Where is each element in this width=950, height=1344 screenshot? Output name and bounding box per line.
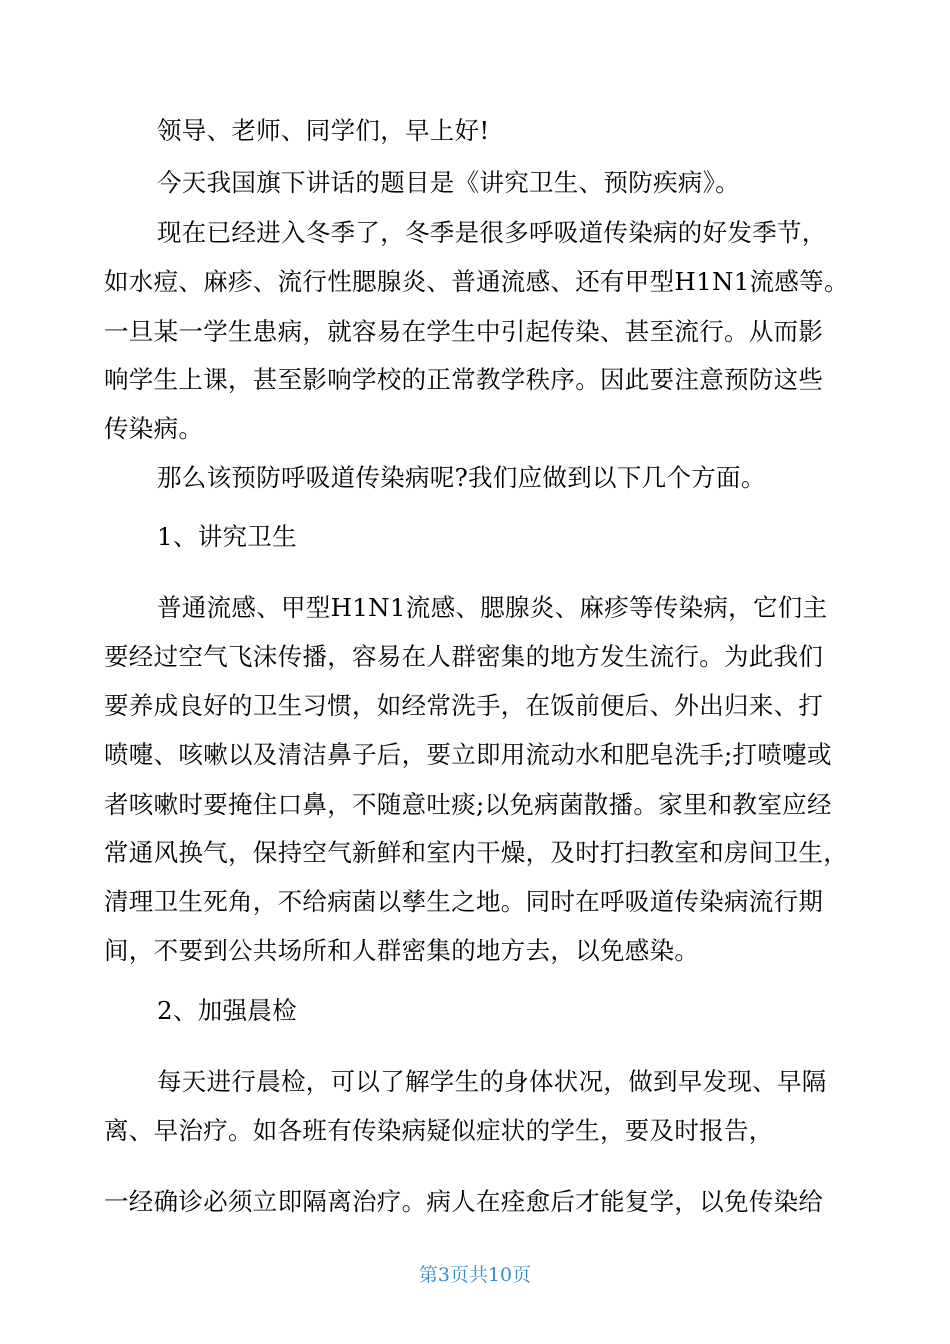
greeting-line: 领导、老师、同学们，早上好!	[157, 116, 490, 145]
paragraph-line: 那么该预防呼吸道传染病呢?我们应做到以下几个方面。	[157, 463, 766, 492]
paragraph-line: 普通流感、甲型H1N1流感、腮腺炎、麻疹等传染病，它们主	[157, 593, 828, 622]
paragraph-line: 清理卫生死角，不给病菌以孳生之地。同时在呼吸道传染病流行期	[104, 887, 824, 916]
paragraph-line: 传染病。	[104, 414, 204, 443]
page-number: 第3页共10页	[418, 1264, 532, 1286]
topic-line: 今天我国旗下讲话的题目是《讲究卫生、预防疾病》。	[157, 168, 740, 197]
paragraph-line: 一经确诊必须立即隔离治疗。病人在痊愈后才能复学，以免传染给	[104, 1187, 824, 1216]
paragraph-line: 者咳嗽时要掩住口鼻，不随意吐痰;以免病菌散播。家里和教室应经	[104, 790, 832, 819]
paragraph-line: 每天进行晨检，可以了解学生的身体状况，做到早发现、早隔	[157, 1067, 827, 1096]
paragraph-line: 要经过空气飞沫传播，容易在人群密集的地方发生流行。为此我们	[104, 642, 824, 671]
paragraph-line: 现在已经进入冬季了，冬季是很多呼吸道传染病的好发季节，	[157, 218, 827, 247]
paragraph-line: 如水痘、麻疹、流行性腮腺炎、普通流感、还有甲型H1N1流感等。	[104, 267, 849, 296]
paragraph-line: 喷嚏、咳嗽以及清洁鼻子后，要立即用流动水和肥皂洗手;打喷嚏或	[104, 740, 832, 769]
paragraph-line: 常通风换气，保持空气新鲜和室内干燥，及时打扫教室和房间卫生，	[104, 838, 848, 867]
paragraph-line: 响学生上课，甚至影响学校的正常教学秩序。因此要注意预防这些	[104, 365, 824, 394]
paragraph-line: 要养成良好的卫生习惯，如经常洗手，在饭前便后、外出归来、打	[104, 691, 824, 720]
paragraph-line: 一旦某一学生患病，就容易在学生中引起传染、甚至流行。从而影	[104, 317, 824, 346]
section-heading: 1、讲究卫生	[157, 522, 297, 551]
paragraph-line: 离、早治疗。如各班有传染病疑似症状的学生，要及时报告，	[104, 1116, 774, 1145]
section-heading: 2、加强晨检	[157, 996, 297, 1025]
paragraph-line: 间，不要到公共场所和人群密集的地方去，以免感染。	[104, 936, 700, 965]
